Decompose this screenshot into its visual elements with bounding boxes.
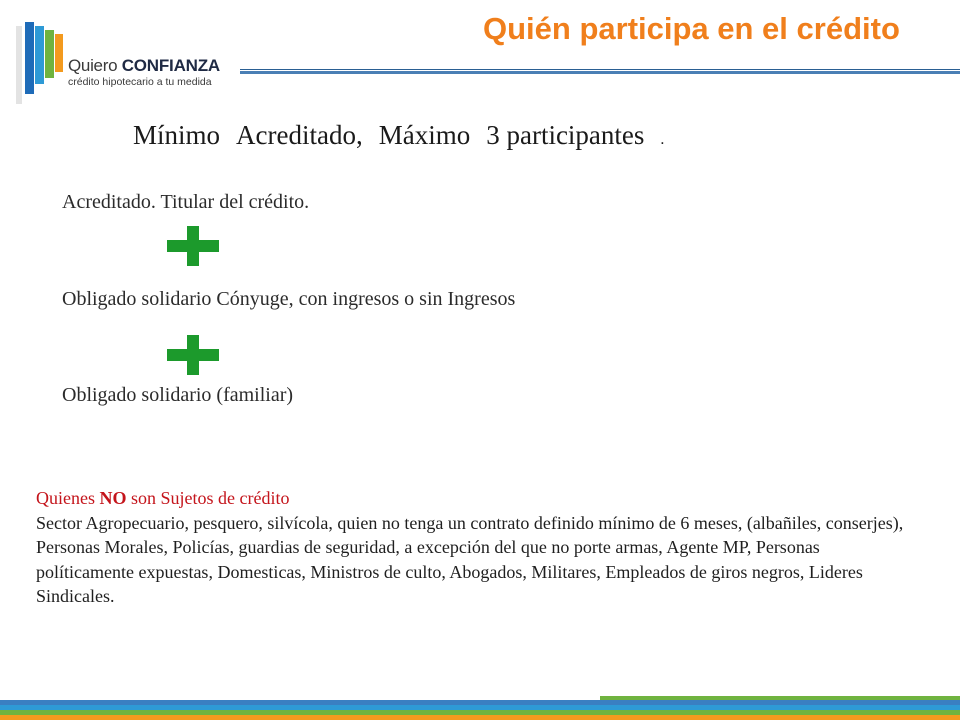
logo-confianza: CONFIANZA xyxy=(121,56,220,75)
participant-conyuge: Obligado solidario Cónyuge, con ingresos o sin Ingresos xyxy=(62,288,516,310)
subtitle-word: Mínimo xyxy=(133,120,221,150)
page-title: Quién participa en el crédito xyxy=(483,11,900,46)
exclusions-title: Quienes NO son Sujetos de crédito xyxy=(36,488,290,508)
logo-bars-icon xyxy=(14,16,66,104)
subtitle-period: . xyxy=(660,131,665,148)
exclusions-note xyxy=(36,486,916,609)
participant-acreditado: Acreditado. Titular del crédito. xyxy=(62,191,310,213)
subtitle-word: Acreditado, xyxy=(236,120,363,150)
title-rule xyxy=(240,69,960,74)
subtitle-word: Máximo xyxy=(378,120,471,150)
subtitle xyxy=(133,120,664,151)
logo-tagline: crédito hipotecario a tu medida xyxy=(68,76,212,88)
no-emphasis: NO xyxy=(99,488,127,508)
quiero-confianza-logo xyxy=(14,14,244,104)
subtitle-word: 3 participantes xyxy=(486,120,645,150)
logo-wordmark xyxy=(68,56,220,76)
participant-familiar: Obligado solidario (familiar) xyxy=(62,384,294,406)
exclusions-body: Sector Agropecuario, pesquero, silvícola, quien no tenga un contrato definido mínimo de 6 meses, (albañiles, conserjes), Personas Morales, Policías, guardias de seguridad, a excepción del que no porte armas, Agente MP, Personas políticamente expuestas, Domesticas, Ministros de culto, Abogados, Militares, Empleados de giros negros, Lideres Sindicales. xyxy=(36,512,904,606)
footer-stripes xyxy=(0,696,960,720)
plus-icon xyxy=(167,335,219,375)
plus-icon xyxy=(167,226,219,266)
logo-quiero: Quiero xyxy=(68,56,118,75)
